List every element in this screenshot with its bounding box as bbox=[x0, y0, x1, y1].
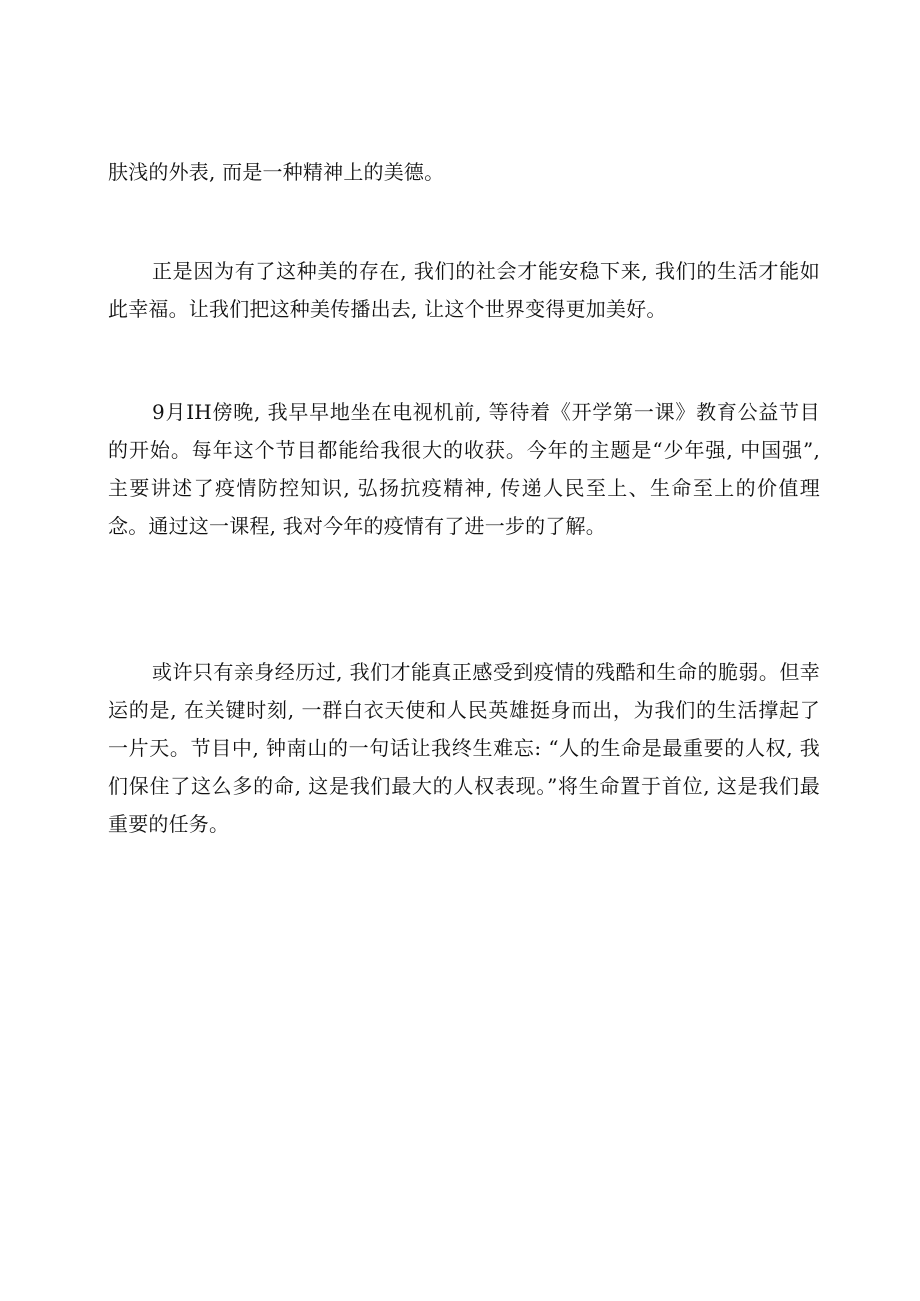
paragraph-life-value: 或许只有亲身经历过, 我们才能真正感受到疫情的残酷和生命的脆弱。但幸运的是, 在关键时刻, 一群白衣天使和人民英雄挺身而出，为我们的生活撑起了一片天。节目中, 钟南山的一句话让我终生难忘: “人的生命是最重要的人权, 我们保住了这么多的命, 这是我们最大的人权表现。”将生命置于首位, 这是我们最重要的任务。 bbox=[108, 660, 820, 836]
paragraph-first-lesson: 9月IH傍晚, 我早早地坐在电视机前, 等待着《开学第一课》教育公益节目的开始。每年这个节目都能给我很大的收获。今年的主题是“少年强, 中国强”, 主要讲述了疫情防控知识, 弘扬抗疫精神, 传递人民至上、生命至上的价值理念。通过这一课程, 我对今年的疫情有了进一步的了解。 bbox=[108, 400, 820, 538]
paragraph-continuation: 肤浅的外表, 而是一种精神上的美德。 bbox=[108, 160, 445, 184]
paragraph-beauty: 正是因为有了这种美的存在, 我们的社会才能安稳下来, 我们的生活才能如此幸福。让我们把这种美传播出去, 让这个世界变得更加美好。 bbox=[108, 259, 820, 321]
